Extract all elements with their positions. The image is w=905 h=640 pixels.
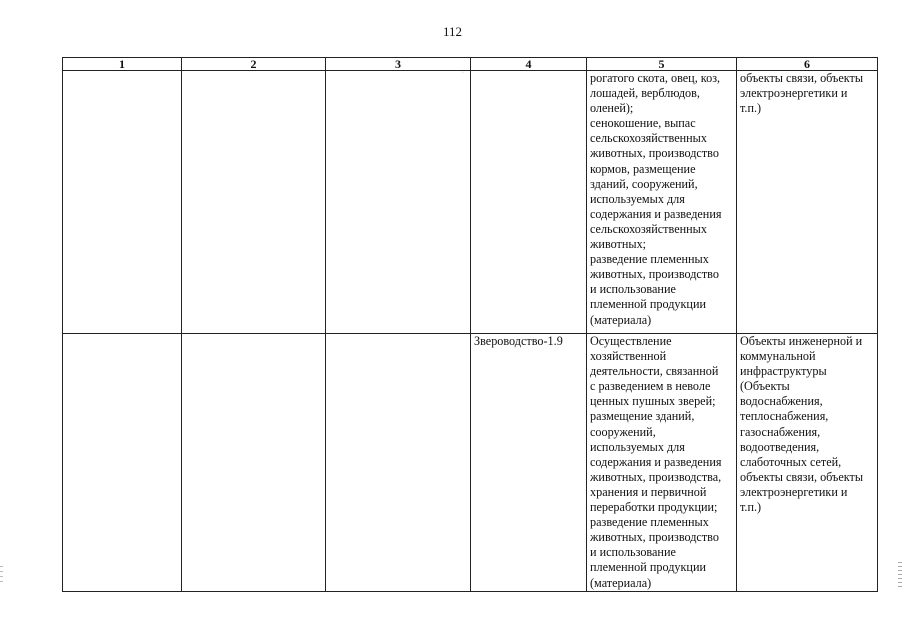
text-line: сенокошение, выпас [590,116,696,131]
text-line: деятельности, связанной [590,364,719,379]
text-line: кормов, размещение [590,161,696,176]
scan-speck: · [462,70,464,76]
text-line: хозяйственной [590,349,667,364]
header-row [63,58,878,71]
text-line: используемых для [590,439,685,454]
text-line: животных, производство [590,530,719,545]
text-line: содержания и разведения [590,206,722,221]
table-cell [63,71,182,334]
text-line: используемых для [590,191,685,206]
text-line: рогатого скота, овец, коз, [590,71,721,85]
page-number: 112 [442,24,463,39]
text-line: зданий, сооружений, [590,176,698,191]
text-line: т.п.) [740,500,762,515]
table-cell [326,71,471,334]
table-cell-use-type: Звероводство-1.9 [471,334,587,592]
text-line: животных, производство [590,146,719,161]
table-cell-description [587,334,737,592]
text-line: (материала) [590,312,652,327]
text-line: электроэнергетики и [740,484,848,499]
column-header-4: 4 [471,58,587,71]
text-line: размещение зданий, [590,409,695,424]
scan-margin-mark [0,566,3,582]
table-row [63,71,878,334]
text-line: сельскохозяйственных [590,131,707,146]
text-line: газоснабжения, [740,424,821,439]
table-cell-description [587,71,737,334]
text-line: (Объекты [740,379,790,394]
text-line: разведение племенных [590,515,709,530]
text-line: сельскохозяйственных [590,221,707,236]
text-line: (материала) [590,575,652,590]
text-line: и использование [590,545,676,560]
text-line: объекты связи, объекты [740,71,864,85]
text-line: объекты связи, объекты [740,469,864,484]
text-line: разведение племенных [590,252,709,267]
text-line: содержания и разведения [590,454,722,469]
table-cell [63,334,182,592]
text-line: оленей); [590,101,634,116]
text-line: животных, производства, [590,469,722,484]
table-cell-objects [737,71,878,334]
table-row [63,334,878,592]
column-header-3: 3 [326,58,471,71]
table-cell [326,334,471,592]
text-line: теплоснабжения, [740,409,829,424]
text-line: хранения и первичной [590,484,707,499]
land-use-table [62,57,878,592]
scan-margin-mark [898,562,902,588]
text-line: племенной продукции [590,560,706,575]
text-line: сооружений, [590,424,656,439]
text-line: коммунальной [740,349,816,364]
text-line: Осуществление [590,334,672,348]
table-cell [182,71,326,334]
text-line: животных; [590,237,647,252]
table-cell-use-type [471,71,587,334]
text-line: ценных пушных зверей; [590,394,716,409]
text-line: инфраструктуры [740,364,827,379]
text-line: водоснабжения, [740,394,823,409]
text-line: с разведением в неволе [590,379,711,394]
text-line: племенной продукции [590,297,706,312]
text-line: электроэнергетики и [740,86,848,101]
column-header-6: 6 [737,58,878,71]
text-line: Объекты инженерной и [740,334,863,348]
text-line: животных, производство [590,267,719,282]
table-cell [182,334,326,592]
column-header-1: 1 [63,58,182,71]
text-line: т.п.) [740,101,762,116]
table-cell-objects [737,334,878,592]
text-line: водоотведения, [740,439,820,454]
column-header-5: 5 [587,58,737,71]
text-line: переработки продукции; [590,500,718,515]
text-line: лошадей, верблюдов, [590,86,700,101]
column-header-2: 2 [182,58,326,71]
text-line: и использование [590,282,676,297]
text-line: слаботочных сетей, [740,454,842,469]
